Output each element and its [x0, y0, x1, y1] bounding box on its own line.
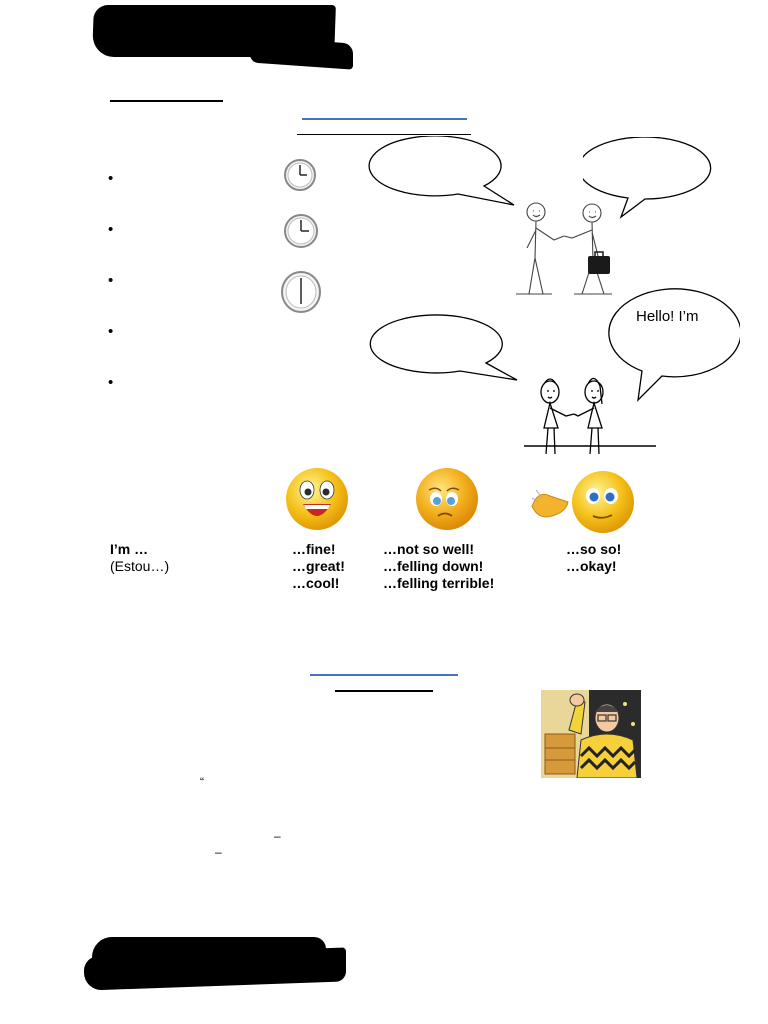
list-bullet-2: •: [108, 221, 114, 238]
dash-mark-1: –: [274, 829, 281, 843]
redacted-header-tail: [250, 36, 353, 69]
list-bullet-4: •: [108, 323, 114, 340]
happy-face-icon: [283, 466, 351, 532]
subtitle-underline: [297, 134, 471, 135]
heading-underline: [110, 100, 223, 102]
feeling-neutral-2: …okay!: [566, 558, 617, 574]
businessmen-handshake-illustration: [512, 200, 620, 296]
feeling-negative-3: …felling terrible!: [383, 575, 495, 591]
estou-translation: (Estou…): [110, 558, 170, 574]
feeling-positive-2: …great!: [292, 558, 345, 574]
neutral-waving-face-icon: [528, 468, 638, 536]
section-2-heading-underline: [335, 690, 433, 692]
dash-mark-2: –: [215, 845, 222, 859]
clock-3-oclock-icon: [283, 158, 317, 192]
waving-man-picture: [541, 690, 641, 778]
speech-bubble-1: [366, 136, 518, 208]
section-2-link-underline[interactable]: [310, 674, 458, 676]
girls-handshake-illustration: [520, 374, 658, 462]
link-underline[interactable]: [302, 118, 467, 120]
list-bullet-3: •: [108, 272, 114, 289]
feeling-negative-1: …not so well!: [383, 541, 474, 557]
open-quote-mark: “: [200, 775, 204, 789]
feeling-negative-2: …felling down!: [383, 558, 484, 574]
list-bullet-1: •: [108, 170, 114, 187]
feeling-positive-1: …fine!: [292, 541, 336, 557]
sad-face-icon: [414, 466, 480, 532]
feeling-positive-3: …cool!: [292, 575, 340, 591]
list-bullet-5: •: [108, 374, 114, 391]
im-label: I’m …: [110, 541, 149, 557]
clock-3-oclock-icon: [283, 213, 319, 249]
speech-bubble-3: [368, 311, 520, 383]
clock-6-oclock-icon: [280, 270, 322, 314]
feeling-neutral-1: …so so!: [566, 541, 622, 557]
speech-bubble-4-text: Hello! I’m: [636, 308, 699, 325]
